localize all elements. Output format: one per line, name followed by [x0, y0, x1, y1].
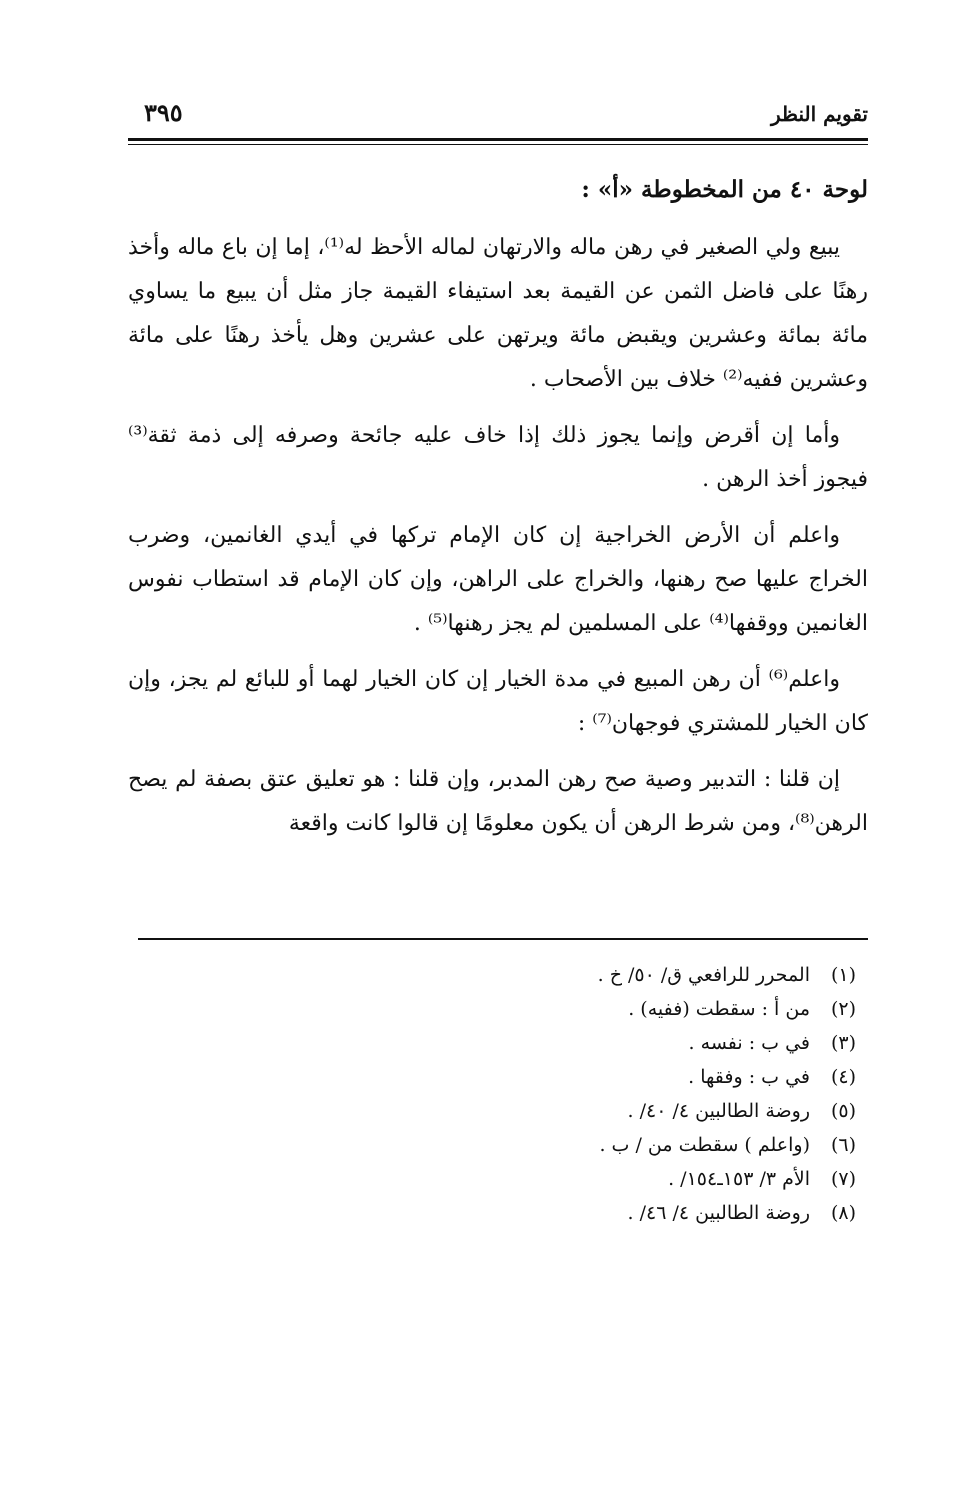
footnote-number: (٨): [830, 1202, 856, 1224]
footnote-text: في ب : وفقها .: [688, 1066, 810, 1088]
footnote-number: (٤): [830, 1066, 856, 1088]
header-rule: [128, 138, 868, 145]
footnote-text: (واعلم ) سقطت من / ب .: [599, 1134, 810, 1156]
footnote-number: (٥): [830, 1100, 856, 1122]
running-header: [128, 98, 868, 134]
running-title: تقويم النظر: [771, 102, 868, 126]
paragraph: واعلم أن الأرض الخراجية إن كان الإمام تركها في أيدي الغانمين، وضرب الخراج عليها صح رهنها، والخراج على الراهن، وإن كان الإمام قد استطاب نفوس الغانمين ووقفها⁽⁴⁾ على المسلمين لم يجز رهنها⁽⁵⁾ .: [128, 523, 868, 636]
footnotes: [128, 958, 856, 1230]
paragraph: يبيع ولي الصغير في رهن ماله والارتهان لماله الأحظ له⁽¹⁾، إما إن باع ماله وأخذ رهنًا على فاضل الثمن عن القيمة بعد استيفاء القيمة جاز مثل أن يبيع ما يساوي مائة بمائة وعشرين ويقبض مائة ويرتهن على عشرين وهل يأخذ رهنًا على مائة وعشرين ففيه⁽²⁾ خلاف بين الأصحاب .: [128, 235, 868, 392]
main-text: [128, 168, 868, 846]
footnote-text: في ب : نفسه .: [688, 1032, 810, 1054]
footnote-text: الأم ٣/ ١٥٣ـ١٥٤/ .: [668, 1168, 810, 1190]
footnote-text: المحرر للرافعي ق/ ٥٠/ خ .: [597, 964, 810, 986]
footnote-number: (١): [830, 964, 856, 986]
footnote: [128, 1128, 856, 1162]
footnote: [128, 958, 856, 992]
footnote-number: (٦): [830, 1134, 856, 1156]
footnote: [128, 1162, 856, 1196]
footnote-text: روضة الطالبين ٤/ ٤٦/ .: [627, 1202, 810, 1224]
footnote-separator: [138, 938, 868, 940]
footnote: [128, 1094, 856, 1128]
page-number: ٣٩٥: [144, 98, 183, 127]
paragraph: إن قلنا : التدبير وصية صح رهن المدبر، وإن قلنا : هو تعليق عتق بصفة لم يصح الرهن⁽⁸⁾، ومن شرط الرهن أن يكون معلومًا إن قالوا كانت واقعة: [128, 767, 868, 836]
footnote-text: روضة الطالبين ٤/ ٤٠/ .: [627, 1100, 810, 1122]
paragraph: واعلم⁽⁶⁾ أن رهن المبيع في مدة الخيار إن كان الخيار لهما أو للبائع لم يجز، وإن كان الخيار للمشتري فوجهان⁽⁷⁾ :: [128, 667, 868, 736]
footnote: [128, 1026, 856, 1060]
footnote: [128, 1196, 856, 1230]
footnote-number: (٣): [830, 1032, 856, 1054]
section-heading: لوحة ٤٠ من المخطوطة «أ» :: [581, 176, 868, 203]
footnote-text: من أ : سقطت (ففيه) .: [628, 998, 810, 1020]
footnote: [128, 992, 856, 1026]
paragraph: وأما إن أقرض وإنما يجوز ذلك إذا خاف عليه جائحة وصرفه إلى ذمة ثقة⁽³⁾ فيجوز أخذ الرهن .: [128, 423, 868, 492]
footnote: [128, 1060, 856, 1094]
footnote-number: (٢): [830, 998, 856, 1020]
footnote-number: (٧): [830, 1168, 856, 1190]
